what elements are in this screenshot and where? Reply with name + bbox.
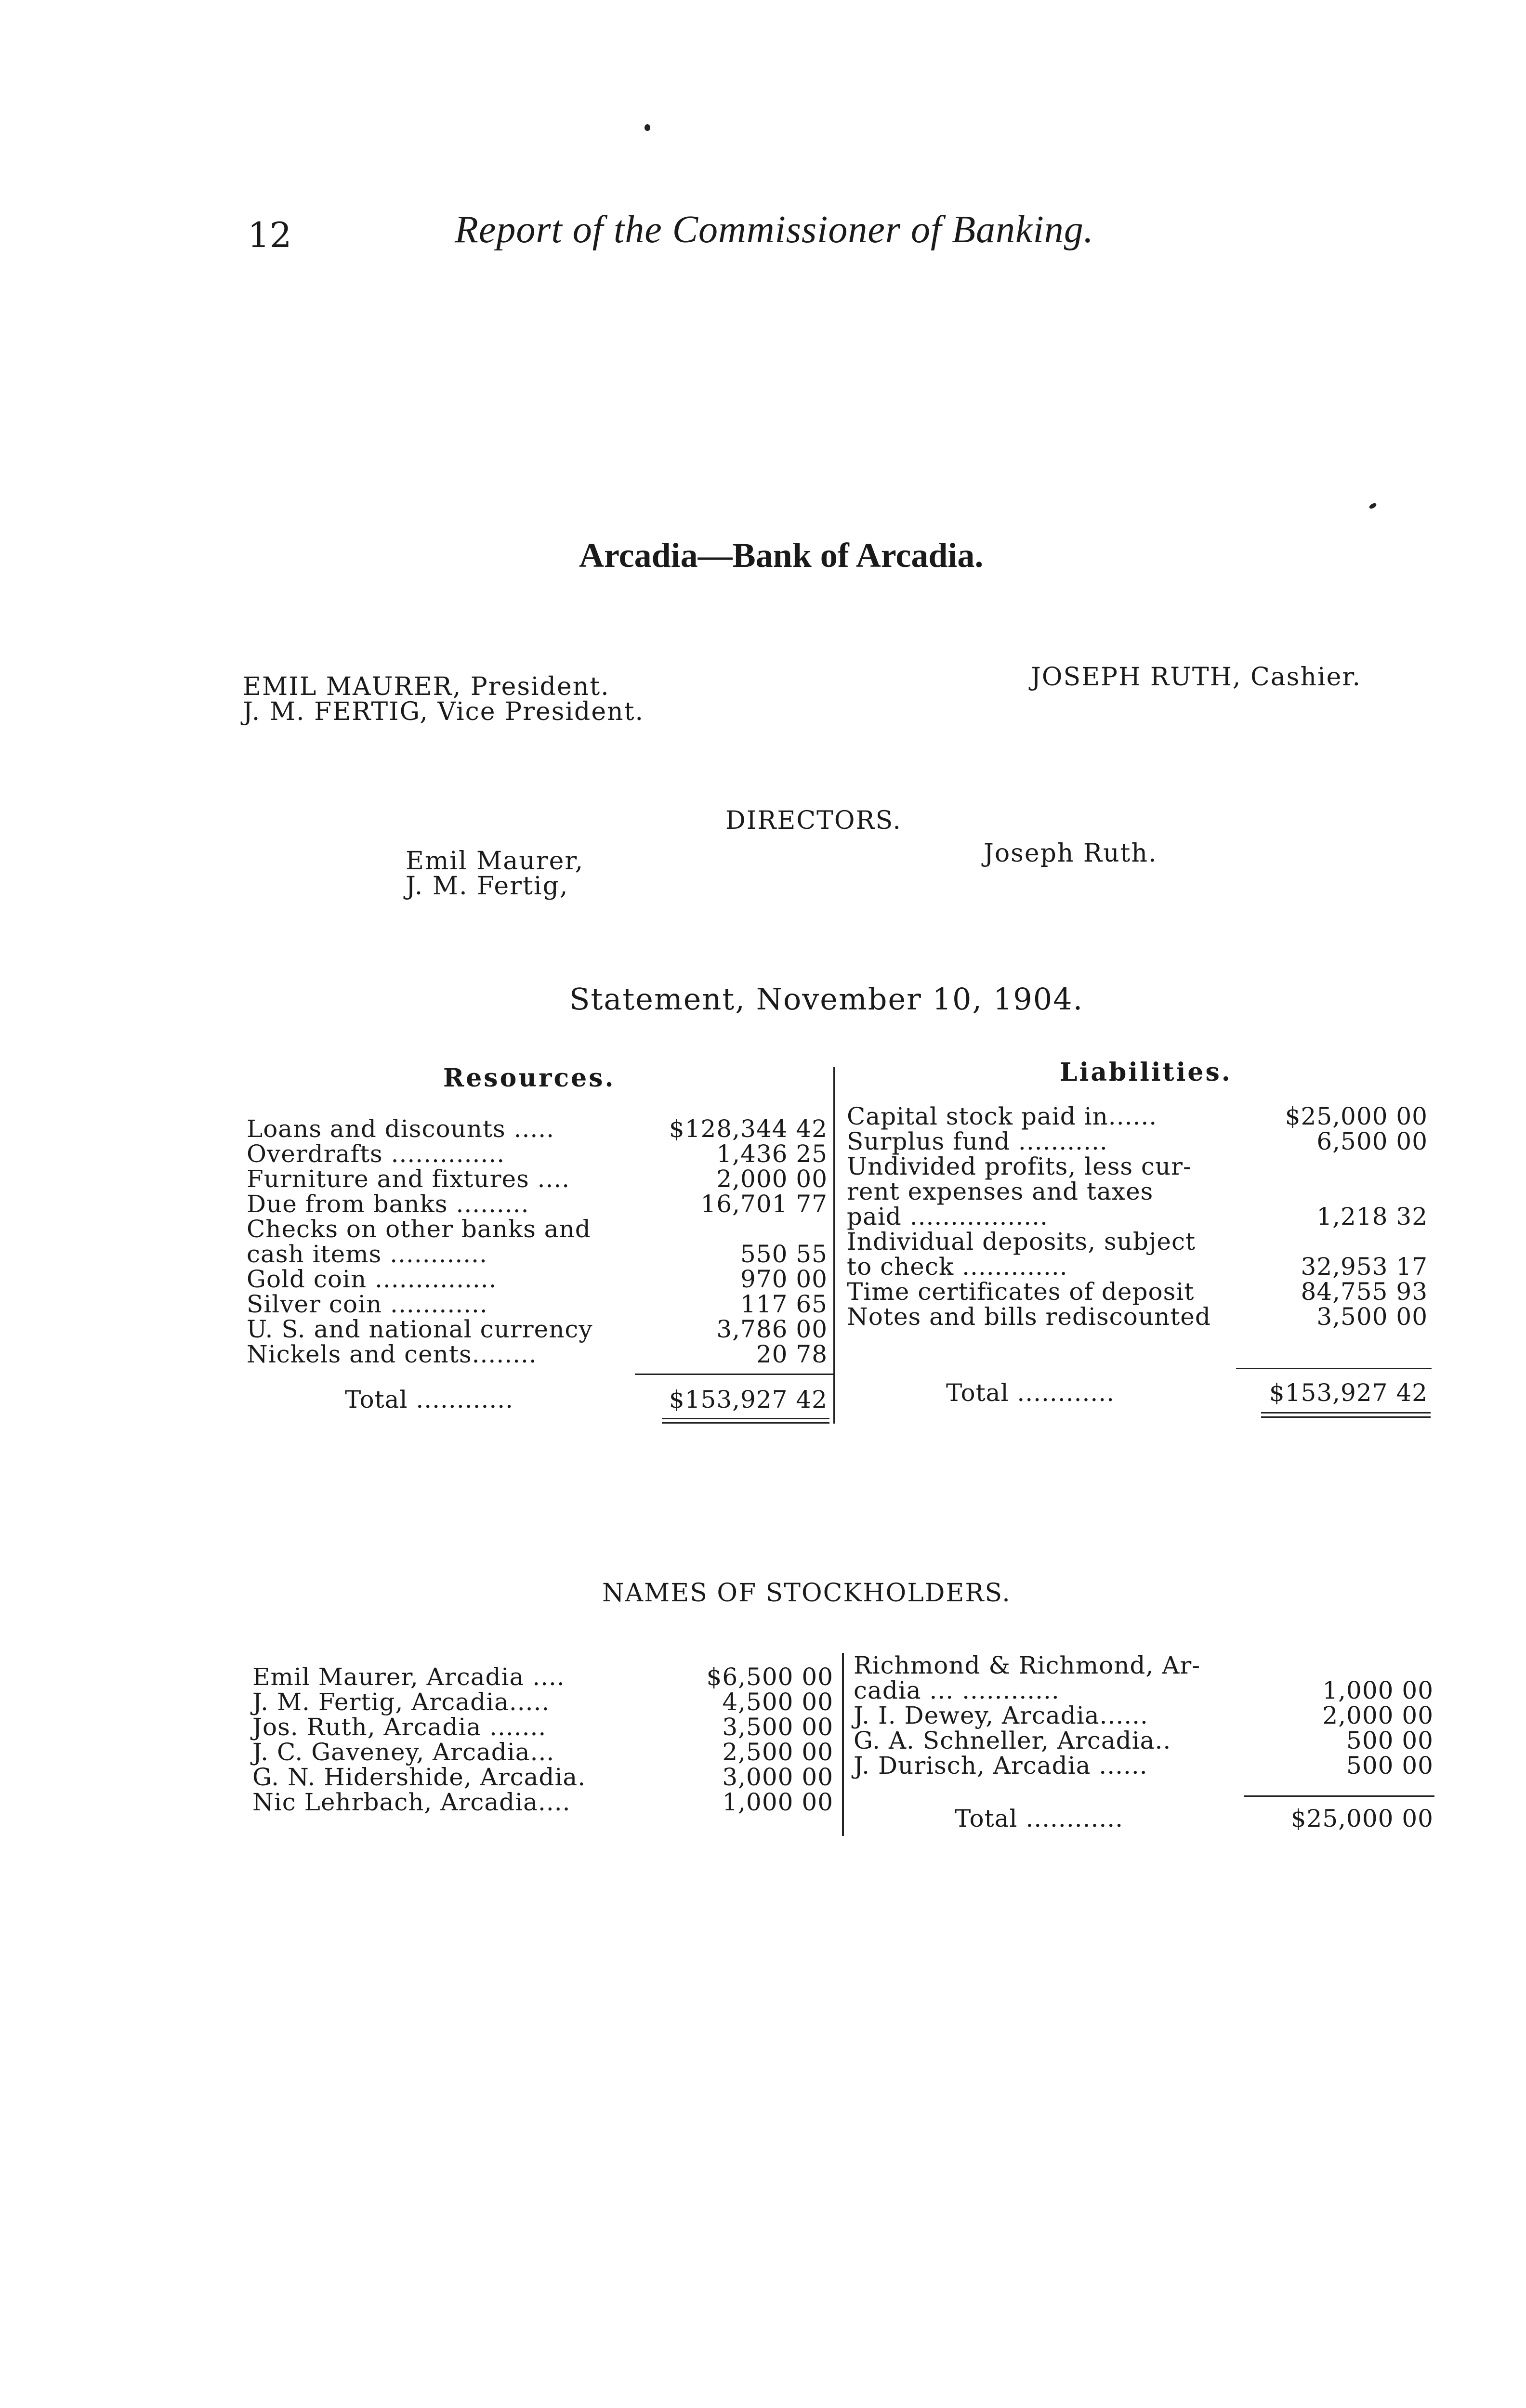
liabilities-heading: Liabilities. xyxy=(1060,1058,1232,1087)
liability-label: rent expenses and taxes xyxy=(847,1178,1154,1205)
resource-label: Loans and discounts ..... xyxy=(247,1115,555,1143)
stockholders-heading: NAMES OF STOCKHOLDERS. xyxy=(602,1579,1011,1608)
stockholder-left-label: J. M. Fertig, Arcadia..... xyxy=(252,1688,550,1716)
stockholder-left-label: J. C. Gaveney, Arcadia... xyxy=(252,1738,555,1766)
resource-amount: 550 55 xyxy=(740,1240,828,1268)
resource-label: Overdrafts .............. xyxy=(247,1140,505,1168)
liability-label: Individual deposits, subject xyxy=(847,1228,1196,1256)
stockholder-right-label: cadia ... ............ xyxy=(854,1676,1060,1704)
liabilities-total-rule xyxy=(1236,1368,1432,1369)
liability-amount: 84,755 93 xyxy=(1301,1278,1428,1306)
resources-heading: Resources. xyxy=(443,1063,616,1093)
page-number: 12 xyxy=(248,215,292,255)
stockholder-right-label: G. A. Schneller, Arcadia.. xyxy=(854,1727,1171,1754)
resource-label: Furniture and fixtures .... xyxy=(247,1165,570,1193)
liability-label: Surplus fund ........... xyxy=(847,1127,1108,1155)
liability-amount: 3,500 00 xyxy=(1316,1303,1428,1331)
stockholder-right-amount: 1,000 00 xyxy=(1322,1676,1434,1704)
resource-label: Due from banks ......... xyxy=(247,1190,529,1218)
resource-label: Silver coin ............ xyxy=(247,1290,488,1318)
resource-label: U. S. and national currency xyxy=(247,1315,593,1343)
stockholders-total-rule xyxy=(1244,1795,1434,1797)
print-speck xyxy=(645,124,650,131)
officer-president: EMIL MAURER, President. xyxy=(243,672,610,701)
resources-total-double-rule xyxy=(662,1418,829,1424)
liability-amount: 1,218 32 xyxy=(1316,1203,1428,1230)
resources-total-amount: $153,927 42 xyxy=(669,1386,828,1413)
resource-amount: 2,000 00 xyxy=(716,1165,828,1193)
resource-amount: 16,701 77 xyxy=(700,1190,828,1218)
resources-total-rule xyxy=(635,1374,833,1375)
officer-vice-president: J. M. FERTIG, Vice President. xyxy=(243,697,645,726)
stockholder-left-label: Emil Maurer, Arcadia .... xyxy=(252,1663,565,1691)
stockholder-right-label: J. I. Dewey, Arcadia...... xyxy=(854,1701,1148,1729)
stockholders-total-label: Total ............ xyxy=(955,1805,1124,1832)
stockholder-right-label: Richmond & Richmond, Ar- xyxy=(854,1651,1201,1679)
liabilities-total-amount: $153,927 42 xyxy=(1269,1379,1428,1407)
stockholder-left-amount: $6,500 00 xyxy=(706,1663,833,1691)
liability-label: Undivided profits, less cur- xyxy=(847,1152,1192,1180)
liability-label: paid ................. xyxy=(847,1203,1048,1230)
resource-amount: 3,786 00 xyxy=(716,1315,828,1343)
liability-amount: 6,500 00 xyxy=(1316,1127,1428,1155)
director-right: Joseph Ruth. xyxy=(984,839,1158,868)
stockholder-right-label: J. Durisch, Arcadia ...... xyxy=(854,1752,1148,1780)
stockholder-right-amount: 500 00 xyxy=(1346,1752,1434,1780)
resources-total-label: Total ............ xyxy=(345,1386,514,1413)
print-speck xyxy=(1368,502,1377,510)
stockholder-left-amount: 1,000 00 xyxy=(722,1788,833,1816)
statement-column-divider xyxy=(833,1067,835,1424)
stockholder-left-label: Jos. Ruth, Arcadia ....... xyxy=(252,1713,547,1741)
resource-amount: 20 78 xyxy=(756,1340,828,1368)
liability-label: to check ............. xyxy=(847,1253,1068,1281)
resource-label: Checks on other banks and xyxy=(247,1215,591,1243)
director-left-1: Emil Maurer, xyxy=(406,847,584,876)
liability-label: Time certificates of deposit xyxy=(847,1278,1195,1306)
resource-label: cash items ............ xyxy=(247,1240,487,1268)
running-head: Report of the Commissioner of Banking. xyxy=(455,209,1094,251)
stockholder-left-amount: 4,500 00 xyxy=(722,1688,833,1716)
officer-cashier: JOSEPH RUTH, Cashier. xyxy=(1031,663,1362,692)
statement-title: Statement, November 10, 1904. xyxy=(569,982,1084,1017)
liabilities-total-label: Total ............ xyxy=(946,1379,1115,1407)
liabilities-total-double-rule xyxy=(1261,1412,1431,1418)
resource-label: Nickels and cents........ xyxy=(247,1340,537,1368)
liability-label: Capital stock paid in...... xyxy=(847,1102,1158,1130)
resource-amount: 117 65 xyxy=(740,1290,828,1318)
stockholder-left-amount: 3,500 00 xyxy=(722,1713,833,1741)
resource-amount: $128,344 42 xyxy=(669,1115,828,1143)
stockholders-column-divider xyxy=(842,1653,844,1836)
liability-amount: 32,953 17 xyxy=(1301,1253,1428,1281)
resource-amount: 1,436 25 xyxy=(716,1140,828,1168)
stockholder-left-amount: 3,000 00 xyxy=(722,1763,833,1791)
bank-title: Arcadia—Bank of Arcadia. xyxy=(579,536,984,575)
resource-label: Gold coin ............... xyxy=(247,1265,497,1293)
liability-amount: $25,000 00 xyxy=(1285,1102,1428,1130)
stockholder-left-label: Nic Lehrbach, Arcadia.... xyxy=(252,1788,571,1816)
stockholder-left-amount: 2,500 00 xyxy=(722,1738,833,1766)
stockholder-right-amount: 2,000 00 xyxy=(1322,1701,1434,1729)
liability-label: Notes and bills rediscounted xyxy=(847,1303,1211,1331)
stockholder-left-label: G. N. Hidershide, Arcadia. xyxy=(252,1763,586,1791)
resource-amount: 970 00 xyxy=(740,1265,828,1293)
stockholders-total-amount: $25,000 00 xyxy=(1290,1805,1434,1832)
stockholder-right-amount: 500 00 xyxy=(1346,1727,1434,1754)
director-left-2: J. M. Fertig, xyxy=(406,872,569,901)
directors-heading: DIRECTORS. xyxy=(725,806,902,835)
